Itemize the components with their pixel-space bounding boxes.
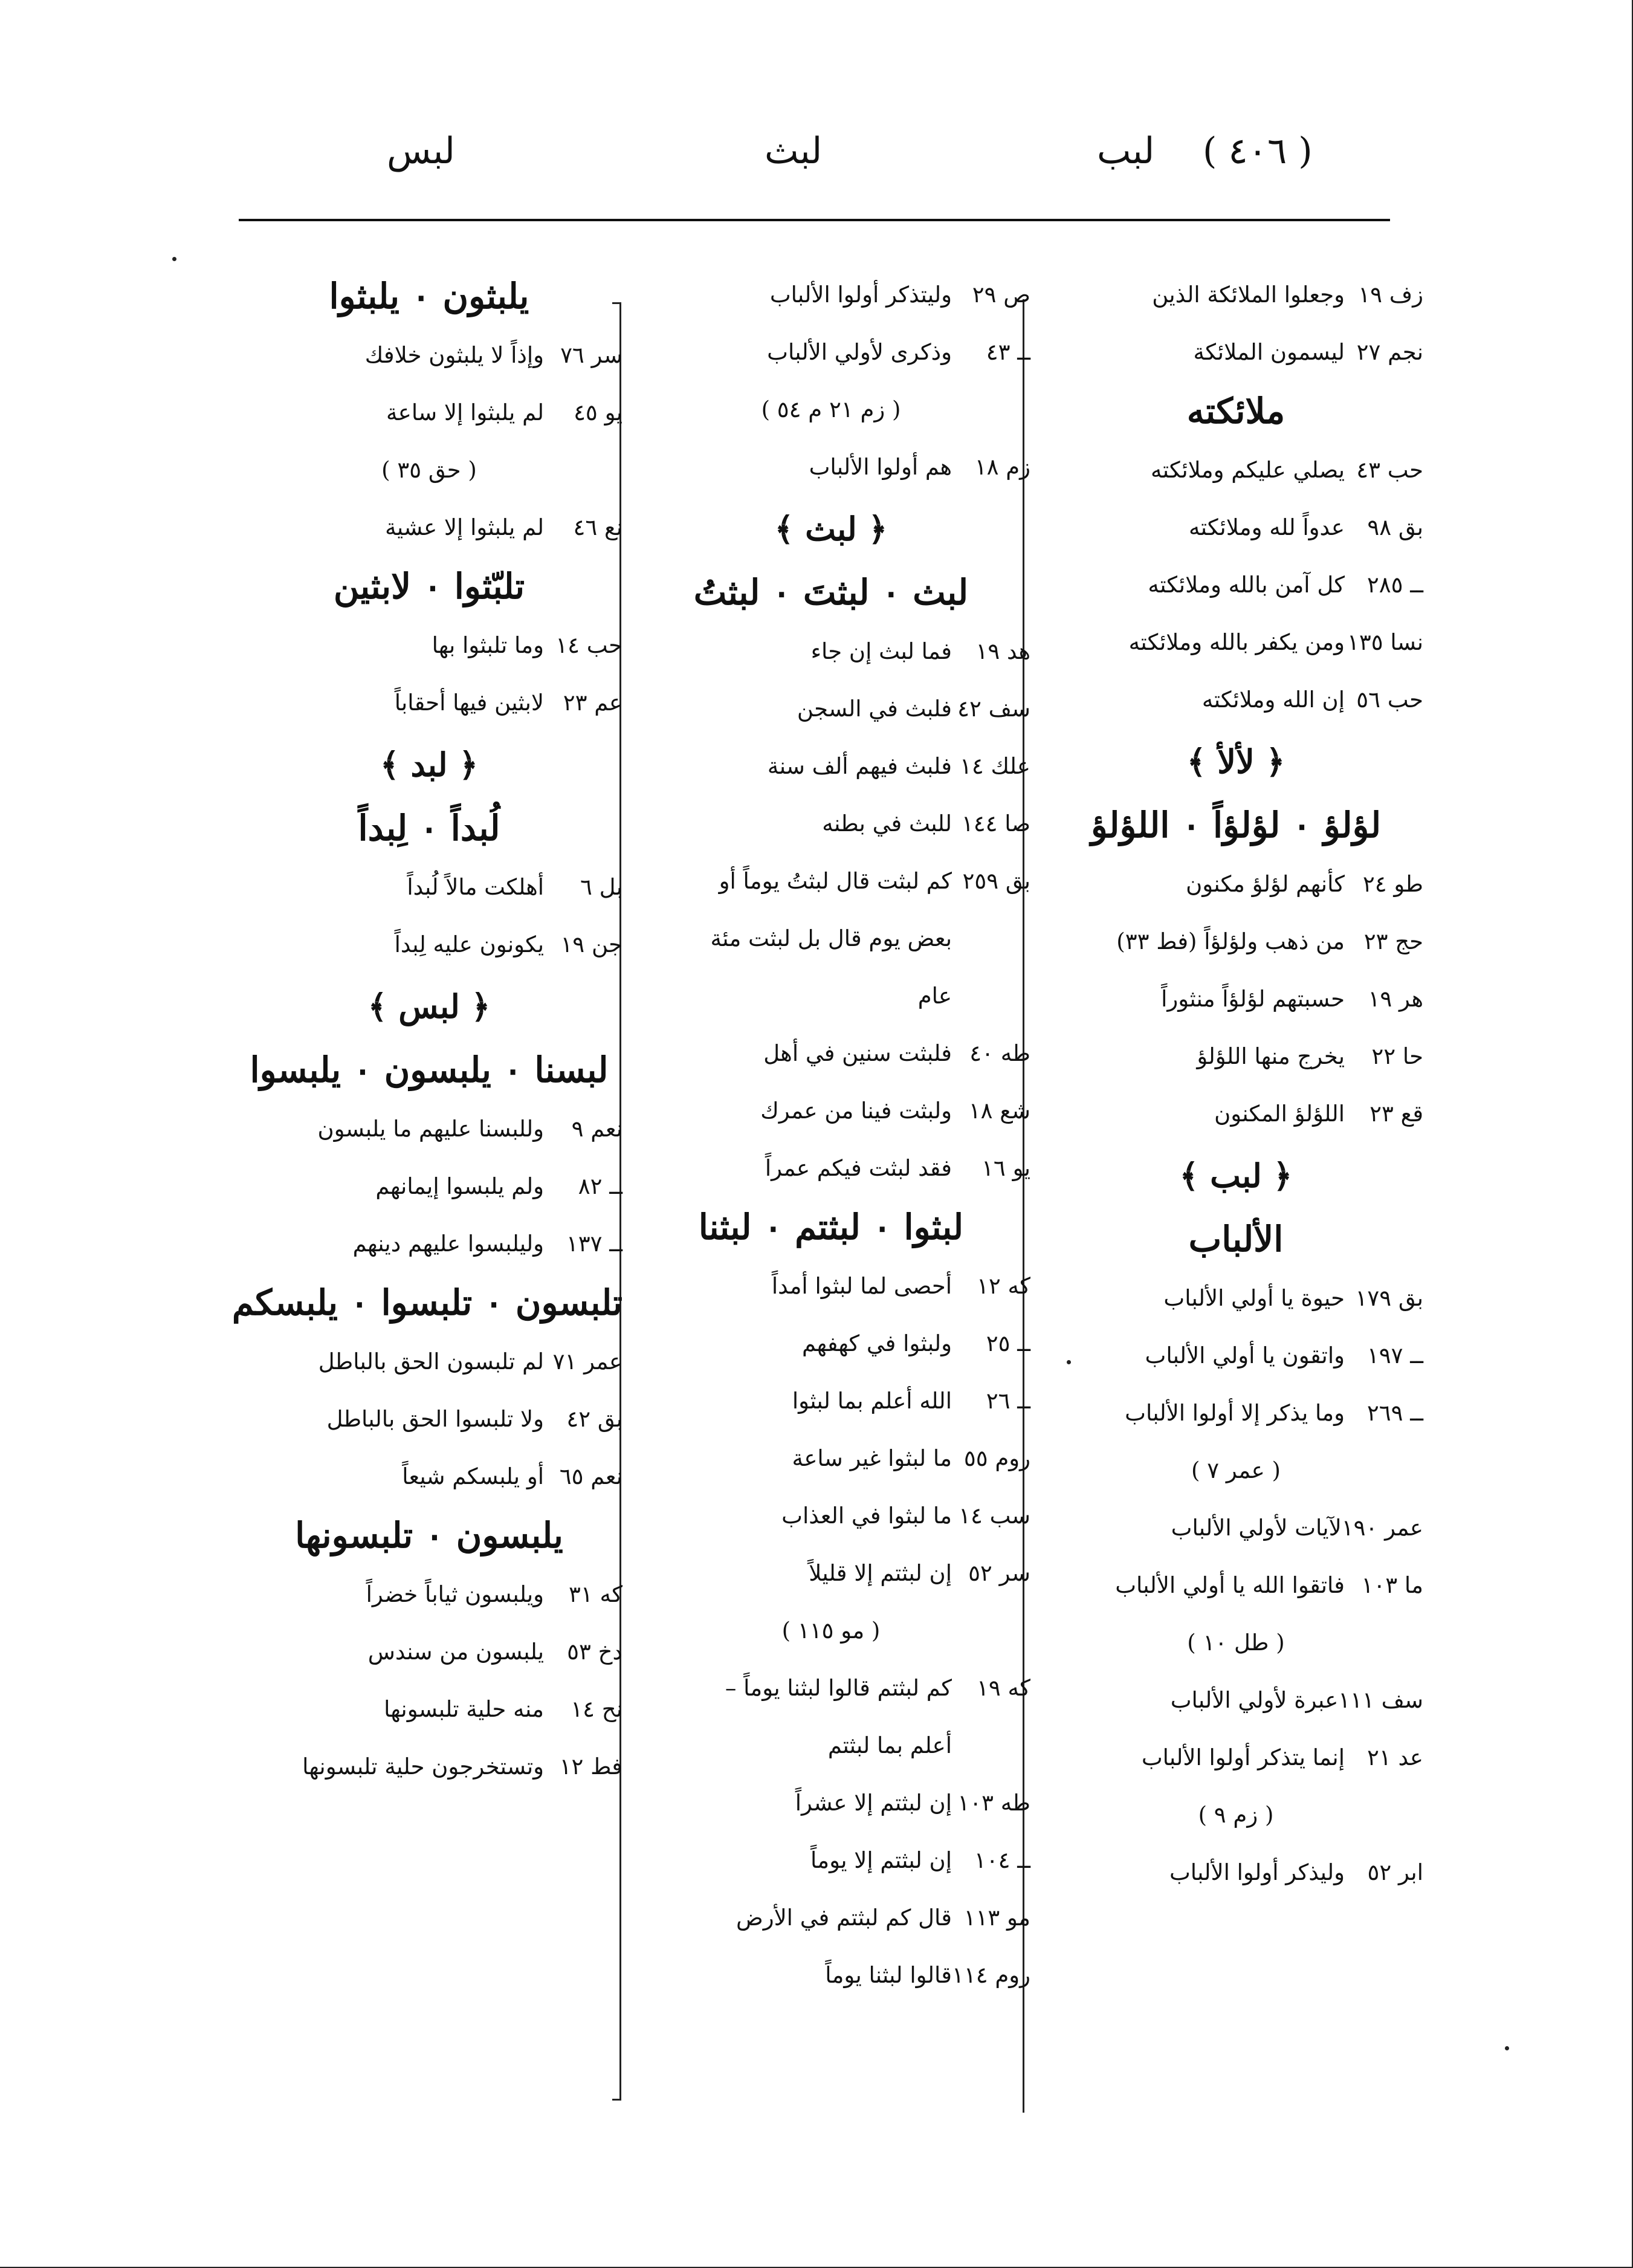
index-entry	[1049, 1384, 1423, 1442]
index-entry	[236, 1100, 622, 1158]
entry-reference: زف ١٩	[1358, 282, 1423, 308]
entry-text: إن الله وملائكته	[1201, 687, 1345, 713]
cross-reference: ( حق ٣٥ )	[381, 457, 477, 483]
word-form-heading: يلبثون ٠ يلبثوا	[329, 276, 529, 317]
index-entry	[1049, 1327, 1423, 1384]
entry-text: وللبسنا عليهم ما يلبسون	[317, 1116, 544, 1142]
index-entry	[632, 1659, 1030, 1717]
entry-text: ولبثوا في كهفهم	[802, 1330, 952, 1356]
word-form-heading: يلبسون ٠ تلبسونها	[295, 1515, 563, 1556]
entry-text: حيوة يا أولي الألباب	[1163, 1285, 1345, 1311]
entry-reference: مو ١١٣	[963, 1905, 1030, 1931]
word-form-heading: لُبداً ٠ لِبداً	[358, 808, 500, 849]
cross-reference: ( زم ٢١ م ٥٤ )	[761, 397, 901, 423]
entry-text: هم أولوا الألباب	[809, 454, 952, 480]
entry-text: منه حلية تلبسونها	[384, 1696, 544, 1722]
entry-text: ما لبثوا غير ساعة	[792, 1445, 952, 1471]
entry-reference: قع ٢٣	[1369, 1101, 1423, 1127]
entry-text: إن لبثتم إلا يوماً	[810, 1847, 952, 1873]
entry-text: قالوا لبثنا يوماً	[825, 1962, 952, 1988]
index-entry	[236, 1448, 622, 1505]
index-entry	[632, 323, 1030, 381]
speck	[1505, 2046, 1509, 2050]
entry-reference: طو ٢٤	[1362, 871, 1423, 897]
index-entry	[632, 266, 1030, 323]
entry-text: أحصى لما لبثوا أمداً	[771, 1273, 952, 1299]
entry-reference: سر ٧٦	[560, 342, 622, 368]
entry-reference: ــ ١٠٤	[974, 1847, 1030, 1873]
entry-reference: كه ١٩	[977, 1675, 1030, 1701]
entry-text: أو يلبسكم شيعاً	[402, 1463, 544, 1489]
entry-reference: طه ١٠٣	[957, 1790, 1030, 1816]
entry-text: إنما يتذكر أولوا الألباب	[1141, 1745, 1345, 1771]
entry-reference: سب ١٤	[959, 1503, 1030, 1529]
entry-text: لآيات لأولي الألباب	[1171, 1515, 1342, 1541]
entry-text: وإذاً لا يلبثون خلافك	[364, 342, 544, 368]
entry-reference: جن ١٩	[560, 932, 622, 957]
entry-reference: بق ١٧٩	[1355, 1285, 1423, 1311]
entry-reference: حب ٥٦	[1356, 687, 1423, 713]
entry-reference: سر ٥٢	[968, 1560, 1030, 1586]
index-entry	[1049, 1844, 1423, 1901]
entry-text: وليتذكر أولوا الألباب	[769, 282, 952, 308]
index-entry	[632, 1487, 1030, 1544]
index-entry	[632, 1946, 1030, 2004]
entry-text: وما تلبثوا بها	[432, 632, 544, 658]
word-form-heading: لبث ٠ لبثتَ ٠ لبثتُ	[693, 572, 969, 613]
root-heading: ﴿ لبس ﴾	[367, 987, 491, 1026]
index-entry	[236, 1738, 622, 1795]
entry-text: اللؤلؤ المكنون	[1214, 1101, 1345, 1127]
entry-reference: شع ١٨	[968, 1098, 1030, 1124]
entry-reference: يو ٤٥	[574, 400, 622, 426]
entry-reference: نجم ٢٧	[1356, 339, 1423, 365]
word-form-heading: تلبّثوا ٠ لابثين	[333, 566, 525, 607]
index-entry	[236, 1215, 622, 1272]
entry-reference: عمر ١٩٠	[1341, 1515, 1423, 1541]
entry-reference: ــ ٢٥	[986, 1330, 1030, 1356]
entry-reference: ــ ١٩٧	[1366, 1343, 1423, 1369]
entry-reference: كه ١٢	[977, 1273, 1030, 1299]
entry-text: ولم يلبسوا إيمانهم	[375, 1173, 544, 1199]
entry-continuation: أعلم بما لبثتم	[827, 1732, 952, 1758]
entry-text: فاتقوا الله يا أولي الألباب	[1115, 1572, 1345, 1598]
index-entry	[236, 499, 622, 556]
entry-reference: عد ٢١	[1366, 1745, 1423, 1771]
speck	[172, 257, 176, 261]
root-heading: ﴿ لبث ﴾	[774, 510, 888, 548]
word-form-heading: ملائكته	[1186, 390, 1285, 432]
index-entry	[1049, 441, 1423, 499]
index-entry	[236, 1333, 622, 1390]
column-divider-tick-bottom	[612, 2099, 619, 2101]
index-entry	[236, 1566, 622, 1623]
header-root-word-3: لبس	[387, 130, 455, 172]
index-entry	[632, 852, 1030, 910]
entry-text: إن لبثتم إلا عشراً	[795, 1790, 952, 1816]
entry-text: كم لبثتم قالوا لبثنا يوماً –	[725, 1675, 952, 1701]
entry-text: لابثين فيها أحقاباً	[394, 690, 544, 716]
entry-text: واتقون يا أولي الألباب	[1145, 1343, 1345, 1369]
entry-reference: ــ ١٣٧	[566, 1231, 622, 1257]
entry-reference: نح ١٤	[571, 1696, 622, 1722]
index-entry	[632, 1257, 1030, 1315]
entry-text: قال كم لبثتم في الأرض	[736, 1905, 952, 1931]
entry-reference: دخ ٥٣	[567, 1639, 622, 1665]
entry-reference: هد ١٩	[975, 638, 1030, 664]
entry-text: فقد لبثت فيكم عمراً	[765, 1155, 952, 1181]
index-entry	[236, 858, 622, 916]
entry-text: لم تلبسون الحق بالباطل	[318, 1349, 544, 1375]
index-entry	[1049, 1557, 1423, 1614]
entry-text: ولبثت فينا من عمرك	[760, 1098, 952, 1124]
index-entry	[236, 1158, 622, 1215]
entry-text: للبث في بطنه	[822, 811, 952, 837]
index-entry	[236, 1623, 622, 1680]
index-entry	[1049, 913, 1423, 970]
index-entry	[236, 617, 622, 674]
index-entry	[632, 1082, 1030, 1139]
entry-text: وجعلوا الملائكة الذين	[1152, 282, 1345, 308]
entry-text: يخرج منها اللؤلؤ	[1197, 1043, 1345, 1069]
entry-text: لم يلبثوا إلا ساعة	[386, 400, 544, 426]
index-entry	[1049, 614, 1423, 671]
entry-text: كل آمن بالله وملائكته	[1148, 572, 1345, 598]
entry-reference: ــ ٨٢	[578, 1173, 622, 1199]
entry-reference: بل ٦	[580, 874, 622, 900]
word-form-heading: الألباب	[1188, 1219, 1284, 1260]
entry-reference: علك ١٤	[959, 753, 1030, 779]
cross-reference: ( طل ١٠ )	[1187, 1630, 1285, 1656]
entry-continuation: عام	[917, 983, 952, 1009]
entry-reference: بق ٩٨	[1367, 514, 1423, 540]
entry-reference: ص ٢٩	[972, 282, 1030, 308]
word-form-heading: لبثوا ٠ لبثتم ٠ لبثنا	[698, 1207, 964, 1248]
entry-reference: يو ١٦	[981, 1155, 1030, 1181]
entry-reference: بق ٢٥٩	[962, 868, 1030, 894]
entry-text: ما لبثوا في العذاب	[781, 1503, 952, 1529]
entry-text: فما لبث إن جاء	[810, 638, 952, 664]
entry-continuation: بعض يوم قال بل لبثت مئة	[710, 925, 952, 951]
entry-reference: كه ٣١	[569, 1581, 622, 1607]
root-heading: ﴿ لألأ ﴾	[1186, 742, 1285, 781]
entry-reference: ابر ٥٢	[1367, 1859, 1423, 1885]
entry-text: يلبسون من سندس	[367, 1639, 544, 1665]
entry-reference: نع ٤٦	[573, 514, 622, 540]
entry-reference: زم ١٨	[974, 454, 1030, 480]
entry-reference: حج ٢٣	[1363, 928, 1423, 954]
index-entry	[236, 916, 622, 973]
index-entry	[632, 1832, 1030, 1889]
index-entry	[632, 1430, 1030, 1487]
index-entry	[632, 1889, 1030, 1946]
index-entry	[236, 1680, 622, 1738]
index-entry	[236, 326, 622, 384]
entry-reference: بق ٤٢	[566, 1406, 622, 1432]
index-entry	[1049, 1671, 1423, 1729]
entry-reference: حب ١٤	[555, 632, 622, 658]
index-entry	[632, 1774, 1030, 1832]
index-entry	[1049, 855, 1423, 913]
entry-text: ومن يكفر بالله وملائكته	[1128, 629, 1345, 655]
entry-text: كأنهم لؤلؤ مكنون	[1186, 871, 1345, 897]
entry-reference: سف ٤٢	[957, 696, 1030, 722]
entry-reference: عمر ٧١	[552, 1349, 622, 1375]
entry-reference: حب ٤٣	[1356, 457, 1423, 483]
column-left	[231, 266, 622, 1795]
index-entry	[236, 384, 622, 441]
entry-text: وذكرى لأولي الألباب	[767, 339, 952, 365]
entry-text: من ذهب ولؤلؤاً (فط ٣٣)	[1116, 928, 1345, 954]
entry-reference: حا ٢٢	[1371, 1043, 1423, 1069]
index-entry	[1049, 323, 1423, 381]
index-entry	[1049, 499, 1423, 556]
entry-text: ولا تلبسوا الحق بالباطل	[326, 1406, 544, 1432]
entry-text: وتستخرجون حلية تلبسونها	[302, 1754, 544, 1780]
entry-reference: نعم ٦٥	[559, 1463, 622, 1489]
entry-reference: نعم ٩	[571, 1116, 622, 1142]
word-form-heading: تلبسون ٠ تلبسوا ٠ يلبسكم	[231, 1282, 622, 1323]
index-entry	[1049, 1729, 1423, 1786]
header-root-word-2: لبث	[765, 130, 823, 172]
index-entry	[1049, 556, 1423, 614]
entry-text: عدواً لله وملائكته	[1188, 514, 1345, 540]
header-root-word-1: لبب	[1097, 130, 1155, 172]
index-entry	[632, 680, 1030, 737]
entry-reference: فط ١٢	[559, 1754, 622, 1780]
entry-text: كم لبثت قال لبثتُ يوماً أو	[719, 868, 952, 894]
entry-text: أهلكت مالاً لُبداً	[407, 874, 544, 900]
index-entry	[1049, 671, 1423, 728]
entry-text: فلبث فيهم ألف سنة	[767, 753, 952, 779]
index-entry	[1049, 970, 1423, 1028]
entry-text: وما يذكر إلا أولوا الألباب	[1125, 1400, 1345, 1426]
entry-text: الله أعلم بما لبثوا	[792, 1388, 952, 1414]
entry-text: فلبث في السجن	[797, 696, 952, 722]
index-entry	[632, 623, 1030, 680]
cross-reference: ( مو ١١٥ )	[781, 1618, 881, 1644]
entry-reference: نسا ١٣٥	[1347, 629, 1423, 655]
entry-reference: طه ٤٠	[969, 1040, 1030, 1066]
index-entry	[1049, 1028, 1423, 1085]
header-rule	[239, 219, 1390, 221]
index-entry	[632, 1025, 1030, 1082]
entry-reference: ــ ٢٨٥	[1366, 572, 1423, 598]
entry-text: ويلبسون ثياباً خضراً	[366, 1581, 544, 1607]
column-right	[1049, 266, 1423, 1901]
index-entry	[1049, 1085, 1423, 1142]
entry-text: وليلبسوا عليهم دينهم	[352, 1231, 544, 1257]
index-entry	[236, 674, 622, 731]
index-entry	[632, 1139, 1030, 1197]
entry-text: عبرة لأولي الألباب	[1170, 1687, 1339, 1713]
column-middle	[632, 266, 1030, 2004]
entry-text: فلبثت سنين في أهل	[763, 1040, 952, 1066]
index-entry	[632, 1315, 1030, 1372]
index-entry	[236, 1390, 622, 1448]
entry-text: يصلي عليكم وملائكته	[1150, 457, 1345, 483]
entry-reference: صا ١٤٤	[961, 811, 1030, 837]
index-entry	[632, 438, 1030, 496]
index-entry	[632, 1544, 1030, 1602]
entry-reference: هر ١٩	[1368, 986, 1423, 1012]
index-entry	[1049, 1499, 1423, 1557]
word-form-heading: لبسنا ٠ يلبسون ٠ يلبسوا	[250, 1049, 609, 1090]
entry-text: ليسمون الملائكة	[1193, 339, 1345, 365]
entry-reference: عم ٢٣	[563, 690, 622, 716]
entry-reference: سف ١١١	[1338, 1687, 1423, 1713]
word-form-heading: لؤلؤ ٠ لؤلؤاً ٠ اللؤلؤ	[1090, 805, 1382, 846]
cross-reference: ( عمر ٧ )	[1191, 1457, 1281, 1483]
entry-text: يكونون عليه لِبداً	[394, 932, 544, 957]
entry-reference: روم ١١٤	[951, 1962, 1030, 1988]
entry-reference: ــ ٤٣	[986, 339, 1030, 365]
index-entry	[1049, 266, 1423, 323]
root-heading: ﴿ لبد ﴾	[380, 745, 478, 784]
root-heading: ﴿ لبب ﴾	[1179, 1156, 1293, 1195]
entry-text: وليذكر أولوا الألباب	[1169, 1859, 1345, 1885]
entry-reference: روم ٥٥	[963, 1445, 1030, 1471]
entry-reference: ــ ٢٦	[986, 1388, 1030, 1414]
index-entry	[632, 737, 1030, 795]
entry-text: إن لبثتم إلا قليلاً	[809, 1560, 952, 1586]
entry-reference: ما ١٠٣	[1361, 1572, 1423, 1598]
page-number: ( ٤٠٦ )	[1203, 130, 1313, 172]
entry-text: لم يلبثوا إلا عشية	[385, 514, 544, 540]
index-entry	[632, 1372, 1030, 1430]
cross-reference: ( زم ٩ )	[1198, 1802, 1274, 1828]
entry-text: حسبتهم لؤلؤاً منثوراً	[1161, 986, 1345, 1012]
index-entry	[632, 795, 1030, 852]
index-entry	[1049, 1269, 1423, 1327]
entry-reference: ــ ٢٦٩	[1366, 1400, 1423, 1426]
